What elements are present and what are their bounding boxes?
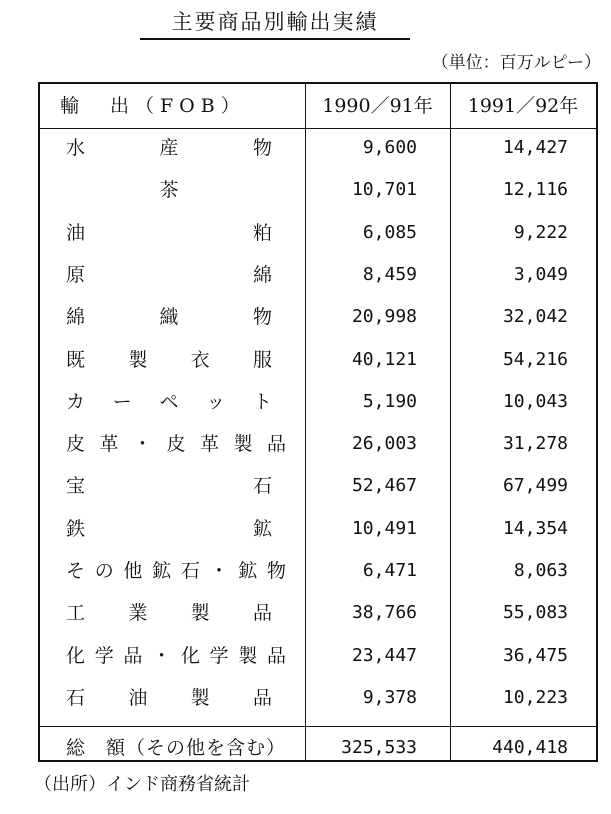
row-item: 石油製品 (66, 687, 272, 709)
row-year2-value: 36,475 (502, 645, 568, 666)
total-year2: 440,418 (492, 737, 568, 758)
row-year1-value: 5,190 (362, 391, 417, 412)
header-item: 輸 出（FOB） (60, 95, 246, 117)
row-year1-value: 23,447 (351, 645, 417, 666)
header-year2: 1991／92年 (467, 95, 579, 117)
source-note: （出所）インド商務省統計 (34, 774, 250, 795)
total-year1: 325,533 (341, 737, 417, 758)
page-title: 主要商品別輸出実績 (140, 6, 410, 40)
row-item: 宝石 (66, 475, 272, 497)
row-item: 工業製品 (66, 602, 272, 624)
row-year2-value: 14,354 (502, 518, 568, 539)
row-year2-value: 9,222 (513, 222, 568, 243)
row-year2-value: 3,049 (513, 264, 568, 285)
row-year1-value: 8,459 (362, 264, 417, 285)
row-year2-value: 8,063 (513, 560, 568, 581)
header-year1: 1990／91年 (322, 95, 433, 117)
row-year2-value: 55,083 (502, 602, 568, 623)
total-divider (40, 726, 596, 727)
row-year1-value: 6,471 (362, 560, 417, 581)
row-year2-value: 54,216 (502, 349, 568, 370)
row-year1-value: 6,085 (362, 222, 417, 243)
row-year2-value: 12,116 (502, 179, 568, 200)
row-item: その他鉱石・鉱物 (66, 560, 286, 582)
row-year1-value: 38,766 (351, 602, 417, 623)
export-table (38, 82, 598, 762)
header-divider (40, 128, 596, 129)
row-year1-value: 26,003 (351, 433, 417, 454)
row-item: 綿織物 (66, 306, 272, 328)
row-year2-value: 14,427 (502, 137, 568, 158)
row-item: 水産物 (66, 137, 272, 159)
row-year1-value: 52,467 (351, 475, 417, 496)
row-year2-value: 10,223 (502, 687, 568, 708)
row-year2-value: 67,499 (502, 475, 568, 496)
row-item: 鉄鉱 (66, 518, 272, 540)
row-item: 茶 (159, 179, 179, 201)
row-year1-value: 40,121 (351, 349, 417, 370)
row-year1-value: 20,998 (351, 306, 417, 327)
row-year1-value: 9,378 (362, 687, 417, 708)
row-item: 既製衣服 (66, 349, 272, 371)
row-item: 原綿 (66, 264, 272, 286)
row-year2-value: 31,278 (502, 433, 568, 454)
row-year2-value: 10,043 (502, 391, 568, 412)
row-year2-value: 32,042 (502, 306, 568, 327)
row-item: 油粕 (66, 222, 272, 244)
row-item: 化学品・化学製品 (66, 645, 286, 667)
unit-note: （単位：百万ルピー） (431, 53, 601, 73)
total-label: 総 額（その他を含む） (66, 737, 287, 759)
row-item: カーペット (66, 391, 272, 413)
row-year1-value: 9,600 (362, 137, 417, 158)
row-year1-value: 10,701 (351, 179, 417, 200)
row-year1-value: 10,491 (351, 518, 417, 539)
row-item: 皮革・皮革製品 (66, 433, 286, 455)
